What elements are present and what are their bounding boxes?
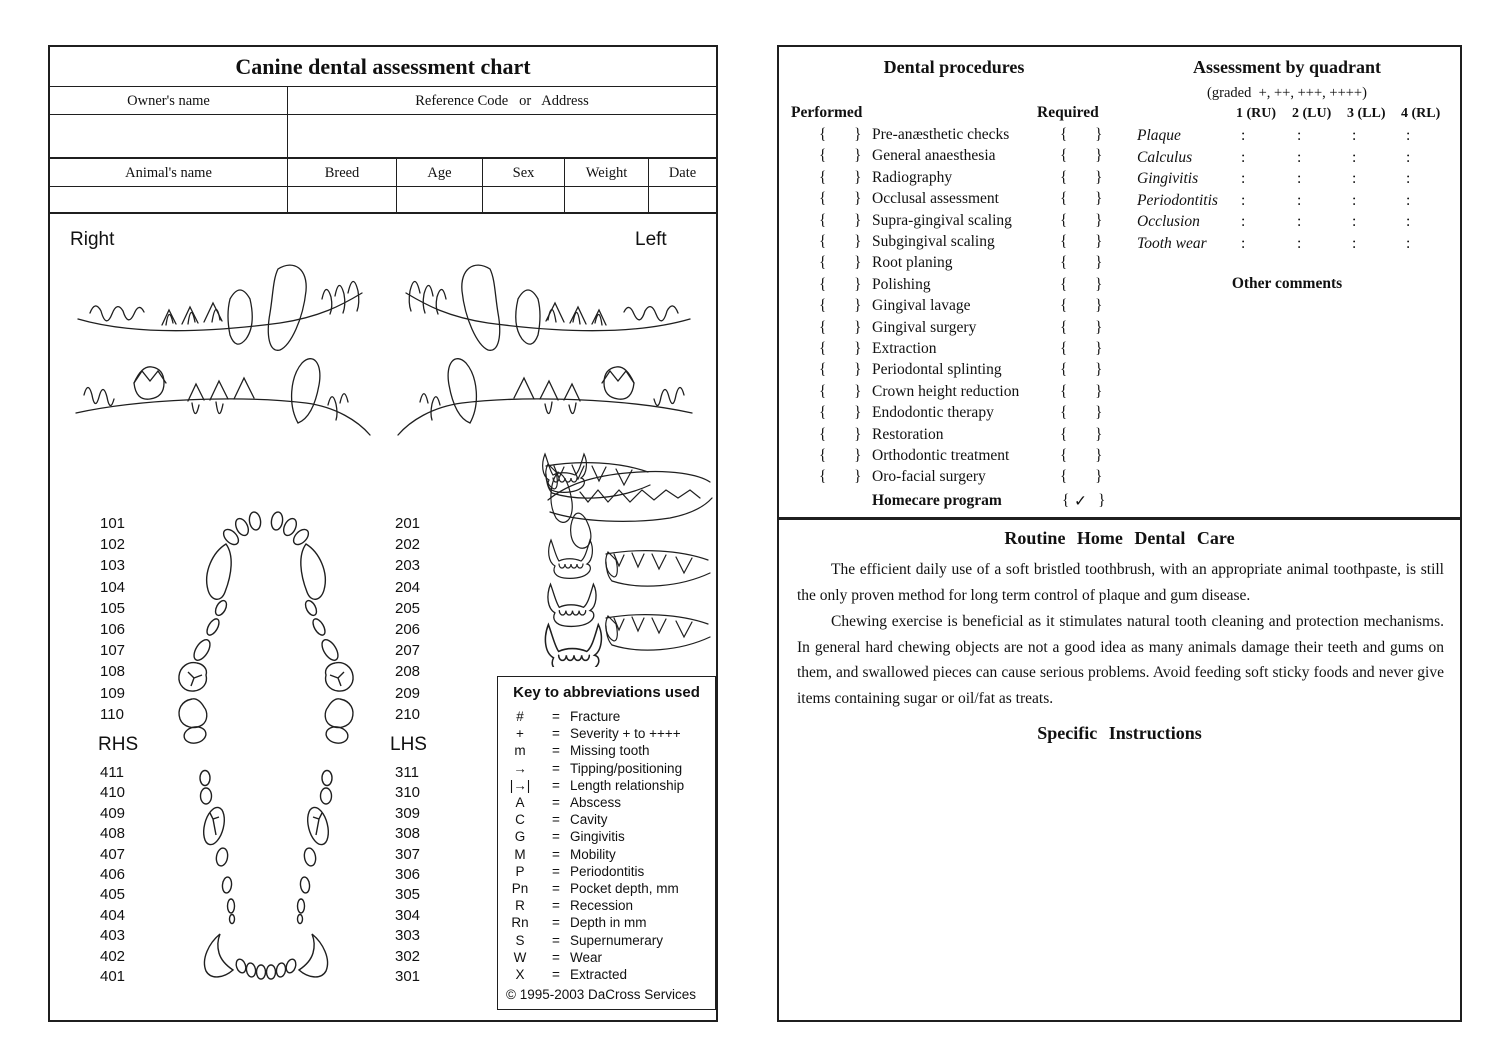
required-checkbox[interactable]: } (1095, 211, 1103, 229)
tooth-number: 408 (100, 825, 126, 843)
specific-instructions-title: Specific Instructions (1037, 723, 1202, 743)
dental-procedures-title: Dental procedures (883, 57, 1025, 77)
procedure-label: Root planing (872, 254, 953, 272)
performed-checkbox[interactable]: } (854, 318, 862, 336)
key-meaning: Recession (570, 898, 634, 914)
required-checkbox[interactable]: } (1095, 147, 1103, 165)
quadrant-column-header: 4 (RL) (1401, 106, 1441, 121)
assessment-grade-cell[interactable]: : (1241, 170, 1246, 187)
required-checkbox[interactable]: } (1095, 190, 1103, 208)
assessment-label: Gingivitis (1137, 170, 1199, 187)
sex-label: Sex (483, 159, 565, 187)
section-divider (779, 517, 1460, 520)
home-dental-care-title: Routine Home Dental Care (1004, 528, 1235, 548)
tooth-number: 402 (100, 947, 126, 965)
key-symbol: X (515, 966, 525, 982)
assessment-grade-cell[interactable]: : (1352, 170, 1357, 187)
assessment-title: Assessment by quadrant (1192, 57, 1382, 77)
assessment-grade-cell[interactable]: : (1352, 234, 1357, 252)
tooth-number-column-upper-right (100, 513, 140, 725)
owner-name-label: Owner's name (50, 87, 288, 115)
homecare-checkbox[interactable]: } (1098, 492, 1106, 509)
auxiliary-teeth-diagrams (540, 452, 718, 667)
weight-input-cell[interactable] (565, 187, 649, 214)
performed-checkbox[interactable]: { (819, 468, 827, 486)
assessment-label: Plaque (1137, 127, 1181, 144)
tooth-number: 104 (100, 578, 126, 596)
procedure-row (779, 254, 1460, 275)
required-checkbox[interactable]: } (1095, 233, 1103, 250)
required-checkbox[interactable]: } (1095, 275, 1103, 293)
equals-sign: = (552, 795, 560, 811)
required-checkbox[interactable]: { (1060, 211, 1068, 229)
required-checkbox[interactable]: } (1095, 404, 1103, 422)
assessment-row (1137, 127, 1459, 149)
required-checkbox[interactable]: } (1095, 425, 1103, 443)
homecare-program-label: Homecare program (872, 492, 1002, 509)
key-entry-row (498, 742, 715, 759)
key-entry-row (498, 949, 715, 966)
performed-checkbox[interactable]: { (819, 211, 827, 229)
sex-input-cell[interactable] (483, 187, 565, 214)
assessment-grade-cell[interactable]: : (1241, 148, 1246, 166)
assessment-grade-cell[interactable]: : (1297, 127, 1302, 144)
required-checkbox[interactable]: { (1060, 468, 1068, 486)
performed-checkbox[interactable]: } (854, 275, 862, 293)
key-entry-row (498, 828, 715, 845)
equals-sign: = (552, 829, 560, 845)
required-checkbox[interactable]: { (1060, 318, 1068, 336)
assessment-grade-cell[interactable]: : (1406, 170, 1411, 187)
performed-checkbox[interactable]: { (819, 297, 827, 315)
key-meaning: Tipping/positioning (570, 760, 683, 776)
key-symbol: Pn (511, 880, 529, 896)
rhs-label: RHS (98, 734, 139, 755)
required-checkbox[interactable]: { (1060, 382, 1068, 400)
equals-sign: = (552, 726, 560, 742)
key-meaning: Pocket depth, mm (570, 880, 679, 896)
animal-name-label: Animal's name (50, 159, 288, 187)
tooth-number: 207 (395, 642, 421, 660)
home-care-paragraph: Chewing exercise is beneficial as it stimulates natural tooth cleaning and protection mechanisms. In general hard chewing objects are not a good idea as many animals damage their teeth and gums on them, and swallowed pieces can cause serious problems. Avoid feeding soft sticky foods and never give items containing sugar or oil/fat as treats. (797, 613, 1444, 707)
performed-checkbox[interactable]: } (854, 382, 862, 400)
performed-checkbox[interactable]: { (819, 404, 827, 422)
performed-checkbox[interactable]: { (819, 382, 827, 400)
key-symbol: |→| (509, 777, 531, 793)
assessment-row (1137, 192, 1459, 214)
equals-sign: = (552, 863, 560, 879)
tooth-number-column-lower-right (100, 763, 140, 987)
required-checkbox[interactable]: } (1095, 297, 1103, 315)
key-symbol: # (516, 709, 524, 725)
reference-code-input-cell[interactable] (288, 115, 716, 159)
required-checkbox[interactable]: } (1095, 361, 1103, 379)
assessment-row (1137, 149, 1459, 171)
tooth-number: 210 (395, 705, 421, 723)
tooth-number: 206 (395, 621, 421, 639)
tooth-number: 107 (100, 642, 126, 660)
tooth-number: 409 (100, 804, 126, 822)
procedure-label: Orthodontic treatment (872, 447, 1010, 464)
assessment-grade-cell[interactable]: : (1406, 127, 1411, 144)
required-checkbox[interactable]: } (1095, 447, 1103, 464)
required-column-label: Required (1037, 104, 1099, 121)
tooth-number: 302 (395, 947, 421, 965)
right-page (777, 45, 1462, 1022)
procedure-label: Extraction (872, 340, 937, 357)
assessment-grade-cell[interactable]: : (1241, 127, 1246, 144)
tooth-number: 404 (100, 906, 126, 924)
key-entry-row (498, 966, 715, 983)
tooth-number: 201 (395, 515, 421, 532)
performed-column-label: Performed (791, 104, 863, 121)
equals-sign: = (552, 880, 560, 896)
key-entries (498, 708, 715, 983)
key-symbol: m (514, 743, 526, 759)
performed-checkbox[interactable]: { (819, 425, 827, 443)
performed-checkbox[interactable]: } (854, 468, 862, 486)
key-meaning: Periodontitis (570, 863, 645, 879)
assessment-grade-cell[interactable]: : (1352, 148, 1357, 166)
key-meaning: Cavity (570, 812, 608, 828)
tooth-number: 102 (100, 536, 126, 554)
animal-name-input-cell[interactable] (50, 187, 288, 214)
key-meaning: Missing tooth (570, 743, 650, 759)
key-entry-row (498, 846, 715, 863)
key-meaning: Length relationship (570, 777, 685, 793)
tooth-number: 308 (395, 825, 421, 843)
quadrant-column-header: 1 (RU) (1236, 106, 1277, 121)
owner-name-input-cell[interactable] (50, 115, 288, 159)
performed-checkbox[interactable]: } (854, 297, 862, 315)
equals-sign: = (552, 915, 560, 931)
tooth-number: 304 (395, 906, 421, 924)
assessment-grade-cell[interactable]: : (1297, 148, 1302, 166)
performed-checkbox[interactable]: } (854, 404, 862, 422)
performed-checkbox[interactable]: { (819, 233, 827, 250)
assessment-grade-cell[interactable]: : (1241, 213, 1246, 230)
performed-checkbox[interactable]: } (854, 233, 862, 250)
equals-sign: = (552, 966, 560, 982)
tooth-number: 204 (395, 578, 421, 596)
required-checkbox[interactable]: { (1060, 168, 1068, 186)
tooth-number: 108 (100, 663, 126, 681)
tooth-number: 309 (395, 804, 421, 822)
home-care-paragraph: The efficient daily use of a soft bristled toothbrush, with an appropriate animal toothpaste, is still the only proven method for long term control of plaque and gum disease. (797, 561, 1444, 604)
procedure-label: General anaesthesia (872, 147, 996, 165)
assessment-grade-cell[interactable]: : (1406, 148, 1411, 166)
required-checkbox[interactable]: { (1060, 254, 1068, 272)
lower-jaw-occlusal-diagram (175, 767, 357, 985)
tooth-number: 208 (395, 663, 421, 681)
page-title: Canine dental assessment chart (50, 47, 716, 87)
performed-checkbox[interactable]: } (854, 168, 862, 186)
tooth-number-column-upper-left (395, 513, 435, 725)
performed-checkbox[interactable]: { (819, 318, 827, 336)
tooth-number: 110 (100, 705, 124, 723)
tooth-number: 303 (395, 927, 421, 945)
procedure-label: Gingival surgery (872, 318, 977, 336)
tooth-number: 209 (395, 684, 421, 702)
procedure-label: Endodontic therapy (872, 404, 994, 422)
procedure-label: Gingival lavage (872, 297, 971, 315)
required-checkbox[interactable]: { (1060, 297, 1068, 315)
tooth-number: 410 (100, 784, 126, 802)
assessment-row (1137, 213, 1459, 235)
tooth-number: 311 (395, 764, 419, 781)
assessment-grade-cell[interactable]: : (1241, 191, 1246, 209)
performed-checkbox[interactable]: } (854, 425, 862, 443)
performed-checkbox[interactable]: } (854, 190, 862, 208)
age-label: Age (397, 159, 483, 187)
tooth-number: 310 (395, 784, 421, 802)
tooth-number: 101 (100, 515, 126, 532)
procedure-label: Occlusal assessment (872, 190, 999, 208)
key-entry-row (498, 760, 715, 777)
copyright-notice: © 1995-2003 DaCross Services (506, 987, 697, 1002)
other-comments-label: Other comments (1231, 275, 1343, 292)
key-entry-row (498, 863, 715, 880)
tooth-number: 301 (395, 968, 421, 986)
key-meaning: Mobility (570, 846, 616, 862)
key-meaning: Severity + to ++++ (570, 726, 681, 742)
performed-checkbox[interactable]: } (854, 340, 862, 357)
procedure-label: Polishing (872, 275, 931, 293)
key-entry-row (498, 880, 715, 897)
checkmark-icon: ✓ (1074, 493, 1087, 510)
required-checkbox[interactable]: { (1060, 425, 1068, 443)
key-entry-row (498, 811, 715, 828)
required-checkbox[interactable]: { (1060, 340, 1068, 357)
quadrant-column-header: 3 (LL) (1347, 106, 1386, 121)
tooth-number-column-lower-left (395, 763, 435, 987)
equals-sign: = (552, 777, 560, 793)
performed-checkbox[interactable]: } (854, 361, 862, 379)
performed-checkbox[interactable]: } (854, 254, 862, 272)
tooth-number: 205 (395, 599, 421, 617)
upper-jaw-occlusal-diagram (175, 511, 357, 746)
performed-checkbox[interactable]: { (819, 147, 827, 165)
weight-label: Weight (565, 159, 649, 187)
procedure-label: Crown height reduction (872, 382, 1020, 400)
tooth-number: 105 (100, 599, 126, 617)
left-side-label: Left (635, 229, 667, 250)
key-entry-row (498, 931, 715, 948)
required-checkbox[interactable]: } (1095, 168, 1103, 186)
abbreviation-key-box (497, 676, 716, 1010)
equals-sign: = (552, 898, 560, 914)
key-symbol: M (514, 846, 526, 862)
tooth-number: 109 (100, 684, 126, 702)
required-checkbox[interactable]: } (1095, 318, 1103, 336)
performed-checkbox[interactable]: } (854, 447, 862, 464)
procedure-label: Subgingival scaling (872, 233, 995, 250)
key-meaning: Depth in mm (570, 915, 647, 931)
key-meaning: Extracted (570, 966, 628, 982)
equals-sign: = (552, 932, 560, 948)
performed-checkbox[interactable]: { (819, 190, 827, 208)
key-entry-row (498, 914, 715, 931)
equals-sign: = (552, 812, 560, 828)
performed-checkbox[interactable]: } (854, 211, 862, 229)
performed-checkbox[interactable]: { (819, 447, 827, 464)
tooth-number: 203 (395, 557, 421, 575)
procedure-label: Oro-facial surgery (872, 468, 986, 486)
teeth-lateral-view-diagram (70, 255, 698, 477)
performed-checkbox[interactable]: { (819, 340, 827, 357)
tooth-number: 307 (395, 845, 421, 863)
key-entry-row (498, 708, 715, 725)
required-checkbox[interactable]: } (1095, 126, 1103, 143)
performed-checkbox[interactable]: { (819, 361, 827, 379)
breed-input-cell[interactable] (288, 187, 397, 214)
equals-sign: = (552, 709, 560, 725)
assessment-grade-cell[interactable]: : (1352, 213, 1357, 230)
required-checkbox[interactable]: } (1095, 468, 1103, 486)
breed-label: Breed (288, 159, 397, 187)
date-input-cell[interactable] (649, 187, 716, 214)
required-checkbox[interactable]: { (1060, 190, 1068, 208)
key-symbol: W (513, 949, 527, 965)
assessment-grade-cell[interactable]: : (1406, 213, 1411, 230)
key-entry-row (498, 725, 715, 742)
assessment-grade-cell[interactable]: : (1297, 170, 1302, 187)
left-page (48, 45, 718, 1022)
assessment-grading-note: (graded +, ++, +++, ++++) (1207, 85, 1367, 101)
assessment-grade-cell[interactable]: : (1297, 191, 1302, 209)
key-entry-row (498, 794, 715, 811)
assessment-row (1137, 235, 1459, 257)
assessment-label: Periodontitis (1137, 191, 1218, 209)
performed-checkbox[interactable]: { (819, 168, 827, 186)
right-side-label: Right (70, 229, 115, 250)
key-symbol: + (516, 726, 524, 742)
required-checkbox[interactable]: { (1060, 404, 1068, 422)
homecare-checkbox[interactable]: { (1062, 492, 1070, 509)
key-symbol: R (515, 898, 525, 914)
procedure-label: Periodontal splinting (872, 361, 1002, 379)
equals-sign: = (552, 846, 560, 862)
procedure-label: Supra-gingival scaling (872, 211, 1012, 229)
assessment-label: Occlusion (1137, 213, 1200, 230)
performed-checkbox[interactable]: { (819, 254, 827, 272)
lhs-label: LHS (390, 734, 427, 755)
age-input-cell[interactable] (397, 187, 483, 214)
assessment-grade-cell[interactable]: : (1352, 127, 1357, 144)
procedure-label: Restoration (872, 425, 944, 443)
assessment-grade-cell[interactable]: : (1297, 213, 1302, 230)
procedure-label: Radiography (872, 168, 953, 186)
required-checkbox[interactable]: { (1060, 361, 1068, 379)
key-meaning: Abscess (570, 795, 622, 811)
performed-checkbox[interactable]: } (854, 147, 862, 165)
key-entry-row (498, 897, 715, 914)
procedure-label: Pre-anæsthetic checks (872, 126, 1010, 143)
tooth-number: 405 (100, 886, 126, 904)
other-comments-area[interactable] (1137, 299, 1437, 499)
quadrant-column-header: 2 (LU) (1292, 106, 1332, 121)
key-meaning: Wear (570, 949, 603, 965)
key-symbol: → (513, 760, 527, 776)
performed-checkbox[interactable]: { (819, 126, 827, 143)
required-checkbox[interactable]: } (1095, 254, 1103, 272)
required-checkbox[interactable]: { (1060, 233, 1068, 250)
required-checkbox[interactable]: } (1095, 382, 1103, 400)
equals-sign: = (552, 743, 560, 759)
date-label: Date (649, 159, 716, 187)
assessment-grade-cell[interactable]: : (1406, 191, 1411, 209)
assessment-grade-cell[interactable]: : (1406, 234, 1411, 252)
tooth-number: 411 (100, 764, 124, 781)
required-checkbox[interactable]: { (1060, 447, 1068, 464)
reference-code-label: Reference Code or Address (288, 87, 716, 115)
assessment-grade-cell[interactable]: : (1297, 234, 1302, 252)
tooth-number: 106 (100, 621, 126, 639)
tooth-number: 202 (395, 536, 421, 554)
key-title: Key to abbreviations used (513, 684, 700, 701)
key-meaning: Supernumerary (570, 932, 664, 948)
tooth-number: 306 (395, 866, 421, 884)
performed-checkbox[interactable]: } (854, 126, 862, 143)
tooth-number: 407 (100, 845, 126, 863)
required-checkbox[interactable]: { (1060, 275, 1068, 293)
tooth-number: 406 (100, 866, 126, 884)
key-symbol: G (514, 829, 526, 845)
assessment-label: Calculus (1137, 148, 1193, 166)
key-symbol: A (515, 795, 525, 811)
equals-sign: = (552, 949, 560, 965)
required-checkbox[interactable]: { (1060, 147, 1068, 165)
key-symbol: Rn (511, 915, 529, 931)
key-meaning: Fracture (570, 709, 621, 725)
required-checkbox[interactable]: { (1060, 126, 1068, 143)
key-entry-row (498, 777, 715, 794)
assessment-label: Tooth wear (1137, 234, 1207, 252)
required-checkbox[interactable]: } (1095, 340, 1103, 357)
tooth-number: 103 (100, 557, 126, 575)
assessment-row (1137, 170, 1459, 192)
tooth-number: 305 (395, 886, 421, 904)
equals-sign: = (552, 760, 560, 776)
key-meaning: Gingivitis (570, 829, 625, 845)
assessment-grade-cell[interactable]: : (1352, 191, 1357, 209)
tooth-number: 401 (100, 968, 126, 986)
tooth-number: 403 (100, 927, 126, 945)
specific-instructions-area[interactable] (789, 752, 1449, 1007)
key-symbol: S (515, 932, 525, 948)
assessment-grade-cell[interactable]: : (1241, 234, 1246, 252)
key-symbol: P (515, 863, 525, 879)
performed-checkbox[interactable]: { (819, 275, 827, 293)
key-symbol: C (515, 812, 525, 828)
